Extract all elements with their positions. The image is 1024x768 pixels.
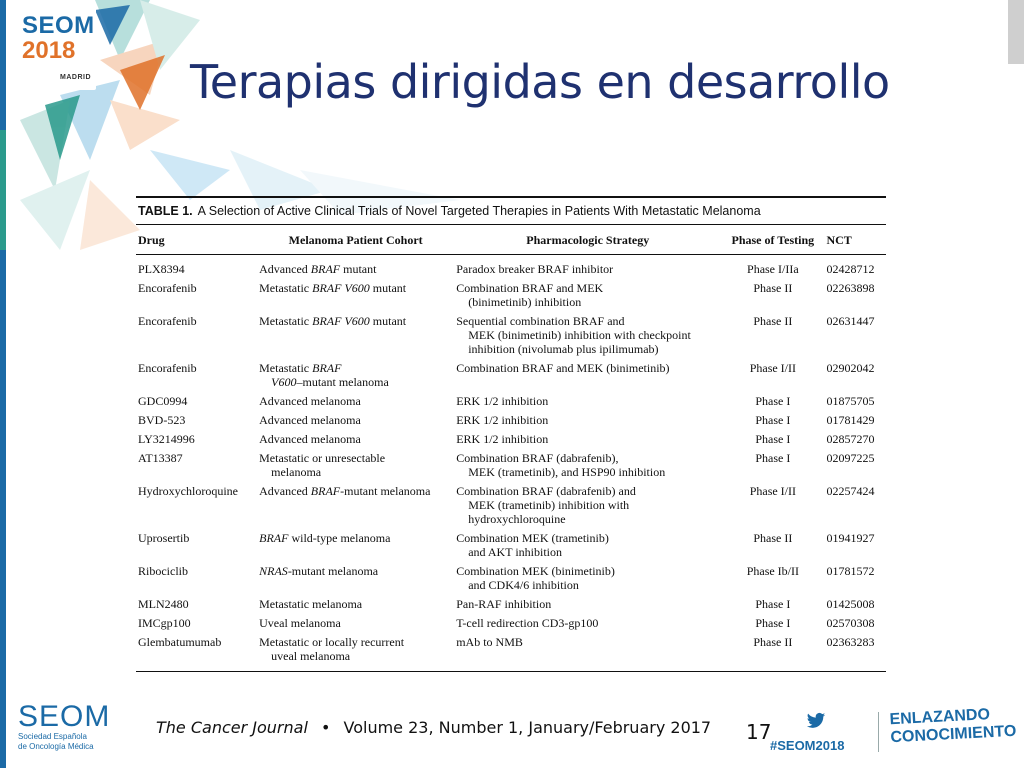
- cell-strategy: [454, 359, 721, 392]
- cell-cohort-line: uveal melanoma: [271, 649, 351, 663]
- cell-drug: BVD-523: [138, 413, 186, 427]
- cell-drug: Uprosertib: [138, 531, 190, 545]
- cell-nct: 02263898: [826, 281, 875, 295]
- cell-cohort-line: Metastatic melanoma: [259, 597, 363, 611]
- cell-strategy-line: hydroxychloroquine: [468, 512, 566, 526]
- cell-strategy: [454, 614, 721, 633]
- cell-cohort: [257, 595, 454, 614]
- cell-strategy-line: Combination MEK (binimetinib): [456, 564, 615, 578]
- trials-table-figure: [136, 196, 886, 672]
- cell-strategy-line: Combination BRAF and MEK: [456, 281, 604, 295]
- table-row: [136, 449, 886, 482]
- table-row: [136, 312, 886, 359]
- hashtag-label: #SEOM2018: [770, 738, 845, 753]
- cell-phase: Phase II: [753, 531, 793, 545]
- cell-strategy-line: ERK 1/2 inhibition: [456, 394, 549, 408]
- table-row: [136, 255, 886, 280]
- cell-strategy-line: mAb to NMB: [456, 635, 523, 649]
- cell-cohort: [257, 449, 454, 482]
- cell-cohort-line: Advanced BRAF mutant: [259, 262, 377, 276]
- cell-phase: Phase I: [755, 616, 791, 630]
- cell-cohort: [257, 312, 454, 359]
- cell-cohort-line: Advanced melanoma: [259, 432, 361, 446]
- col-header-drug: Drug: [136, 225, 257, 255]
- table-row: [136, 392, 886, 411]
- table-caption: [136, 196, 886, 224]
- cell-drug: IMCgp100: [138, 616, 191, 630]
- cell-strategy-line: MEK (trametinib), and HSP90 inhibition: [468, 465, 666, 479]
- cell-drug: Encorafenib: [138, 361, 197, 375]
- cell-strategy-line: inhibition (nivolumab plus ipilimumab): [468, 342, 659, 356]
- cell-strategy-line: and CDK4/6 inhibition: [468, 578, 579, 592]
- cell-cohort-line: Metastatic BRAF V600 mutant: [259, 281, 407, 295]
- cell-nct: 01781572: [826, 564, 875, 578]
- table-row: [136, 279, 886, 312]
- cell-cohort: [257, 359, 454, 392]
- cell-nct: 02363283: [826, 635, 875, 649]
- col-header-cohort: Melanoma Patient Cohort: [257, 225, 454, 255]
- cell-strategy-line: Combination MEK (trametinib): [456, 531, 609, 545]
- cell-nct: 01941927: [826, 531, 875, 545]
- table-row: [136, 359, 886, 392]
- logo-seom-text: SEOM: [22, 12, 95, 39]
- cell-cohort-line: NRAS-mutant melanoma: [259, 564, 379, 578]
- footer-seom-logo: [18, 702, 110, 752]
- footer-seom-text: SEOM: [18, 700, 111, 733]
- cell-phase: Phase I/II: [749, 361, 797, 375]
- cell-cohort-line: Advanced BRAF-mutant melanoma: [259, 484, 431, 498]
- footer-seom-sub1: Sociedad Española: [18, 732, 87, 741]
- cell-strategy: [454, 279, 721, 312]
- cell-nct: 02097225: [826, 451, 875, 465]
- cell-strategy-line: Combination BRAF (dabrafenib),: [456, 451, 619, 465]
- cell-cohort-line: V600–mutant melanoma: [271, 375, 389, 389]
- col-header-nct: NCT: [824, 225, 886, 255]
- corner-strip: [1008, 0, 1024, 64]
- page-number: 17: [746, 720, 772, 744]
- cell-strategy-line: MEK (binimetinib) inhibition with checkpoint: [468, 328, 691, 342]
- cell-strategy-line: Paradox breaker BRAF inhibitor: [456, 262, 614, 276]
- cell-strategy: [454, 449, 721, 482]
- cell-nct: 02570308: [826, 616, 875, 630]
- table-caption-text: A Selection of Active Clinical Trials of Novel Targeted Therapies in Patients With Metastatic Melanoma: [197, 204, 761, 218]
- cell-strategy: [454, 255, 721, 280]
- cell-cohort: [257, 562, 454, 595]
- citation-bullet: •: [320, 718, 331, 737]
- cell-phase: Phase II: [753, 635, 793, 649]
- cell-phase: Phase I: [755, 451, 791, 465]
- cell-cohort: [257, 529, 454, 562]
- cell-phase: Phase I: [755, 394, 791, 408]
- table-row: [136, 411, 886, 430]
- cell-strategy: [454, 595, 721, 614]
- cell-drug: Hydroxychloroquine: [138, 484, 238, 498]
- cell-nct: 02428712: [826, 262, 875, 276]
- cell-phase: Phase Ib/II: [746, 564, 800, 578]
- cell-cohort-line: Metastatic or locally recurrent: [259, 635, 405, 649]
- logo-year-text: 2018: [22, 37, 76, 64]
- cell-cohort-line: Metastatic BRAF: [259, 361, 342, 375]
- table-row: [136, 529, 886, 562]
- journal-issue: Volume 23, Number 1, January/February 2017: [343, 718, 712, 737]
- enlazando-conocimiento-logo: [889, 705, 1017, 748]
- cell-phase: Phase I: [755, 597, 791, 611]
- logo-city-text: MADRID: [60, 74, 91, 81]
- cell-strategy: [454, 482, 721, 529]
- cell-nct: 02902042: [826, 361, 875, 375]
- cell-cohort: [257, 392, 454, 411]
- cell-strategy: [454, 633, 721, 672]
- cell-cohort: [257, 255, 454, 280]
- cell-drug: MLN2480: [138, 597, 189, 611]
- cell-strategy-line: Sequential combination BRAF and: [456, 314, 625, 328]
- col-header-phase: Phase of Testing: [721, 225, 824, 255]
- cell-strategy: [454, 562, 721, 595]
- cell-drug: Encorafenib: [138, 281, 197, 295]
- cell-strategy-line: Combination BRAF (dabrafenib) and: [456, 484, 636, 498]
- slogan-line2: CONOCIMIENTO: [890, 722, 1017, 747]
- cell-strategy: [454, 392, 721, 411]
- cell-drug: Glembatumumab: [138, 635, 222, 649]
- cell-cohort-line: Advanced melanoma: [259, 413, 361, 427]
- table-row: [136, 482, 886, 529]
- cell-nct: 02257424: [826, 484, 875, 498]
- cell-strategy-line: Pan-RAF inhibition: [456, 597, 552, 611]
- cell-phase: Phase II: [753, 314, 793, 328]
- twitter-icon: [806, 712, 826, 730]
- cell-cohort: [257, 430, 454, 449]
- cell-strategy-line: ERK 1/2 inhibition: [456, 432, 549, 446]
- cell-cohort: [257, 482, 454, 529]
- cell-cohort-line: Metastatic BRAF V600 mutant: [259, 314, 407, 328]
- cell-cohort: [257, 411, 454, 430]
- footer-seom-sub2: de Oncología Médica: [18, 742, 94, 751]
- cell-strategy-line: MEK (trametinib) inhibition with: [468, 498, 630, 512]
- table-row: [136, 633, 886, 672]
- cell-nct: 01875705: [826, 394, 875, 408]
- col-header-strategy: Pharmacologic Strategy: [454, 225, 721, 255]
- table-row: [136, 430, 886, 449]
- table-row: [136, 614, 886, 633]
- cell-drug: LY3214996: [138, 432, 195, 446]
- table-header-row: [136, 225, 886, 255]
- cell-phase: Phase I: [755, 413, 791, 427]
- cell-strategy: [454, 312, 721, 359]
- cell-strategy-line: ERK 1/2 inhibition: [456, 413, 549, 427]
- cell-strategy-line: Combination BRAF and MEK (binimetinib): [456, 361, 670, 375]
- cell-strategy: [454, 411, 721, 430]
- cell-cohort-line: BRAF wild-type melanoma: [259, 531, 391, 545]
- cell-cohort: [257, 279, 454, 312]
- cell-strategy-line: T-cell redirection CD3-gp100: [456, 616, 599, 630]
- cell-cohort: [257, 614, 454, 633]
- journal-citation: [156, 718, 711, 737]
- slogan-line1: ENLAZANDO: [889, 706, 991, 729]
- table-row: [136, 595, 886, 614]
- trials-table: [136, 224, 886, 672]
- slide-title: Terapias dirigidas en desarrollo: [190, 55, 890, 109]
- cell-drug: PLX8394: [138, 262, 185, 276]
- cell-strategy-line: (binimetinib) inhibition: [468, 295, 582, 309]
- cell-cohort-line: melanoma: [271, 465, 322, 479]
- table-body: [136, 255, 886, 672]
- cell-drug: Encorafenib: [138, 314, 197, 328]
- cell-strategy: [454, 529, 721, 562]
- journal-name: The Cancer Journal: [156, 718, 308, 737]
- cell-phase: Phase I/II: [749, 484, 797, 498]
- cell-nct: 02857270: [826, 432, 875, 446]
- cell-strategy-line: and AKT inhibition: [468, 545, 562, 559]
- cell-drug: GDC0994: [138, 394, 188, 408]
- cell-cohort: [257, 633, 454, 672]
- cell-drug: AT13387: [138, 451, 183, 465]
- cell-cohort-line: Advanced melanoma: [259, 394, 361, 408]
- cell-phase: Phase I/IIa: [747, 262, 799, 276]
- accent-bar-low: [0, 250, 6, 768]
- footer-divider: [878, 712, 879, 752]
- table-row: [136, 562, 886, 595]
- cell-cohort-line: Uveal melanoma: [259, 616, 341, 630]
- cell-drug: Ribociclib: [138, 564, 188, 578]
- cell-cohort-line: Metastatic or unresectable: [259, 451, 386, 465]
- table-caption-label: TABLE 1.: [138, 204, 193, 218]
- cell-nct: 02631447: [826, 314, 875, 328]
- cell-phase: Phase II: [753, 281, 793, 295]
- cell-strategy: [454, 430, 721, 449]
- cell-phase: Phase I: [755, 432, 791, 446]
- seom-2018-logo: [12, 6, 96, 90]
- cell-nct: 01781429: [826, 413, 875, 427]
- cell-nct: 01425008: [826, 597, 875, 611]
